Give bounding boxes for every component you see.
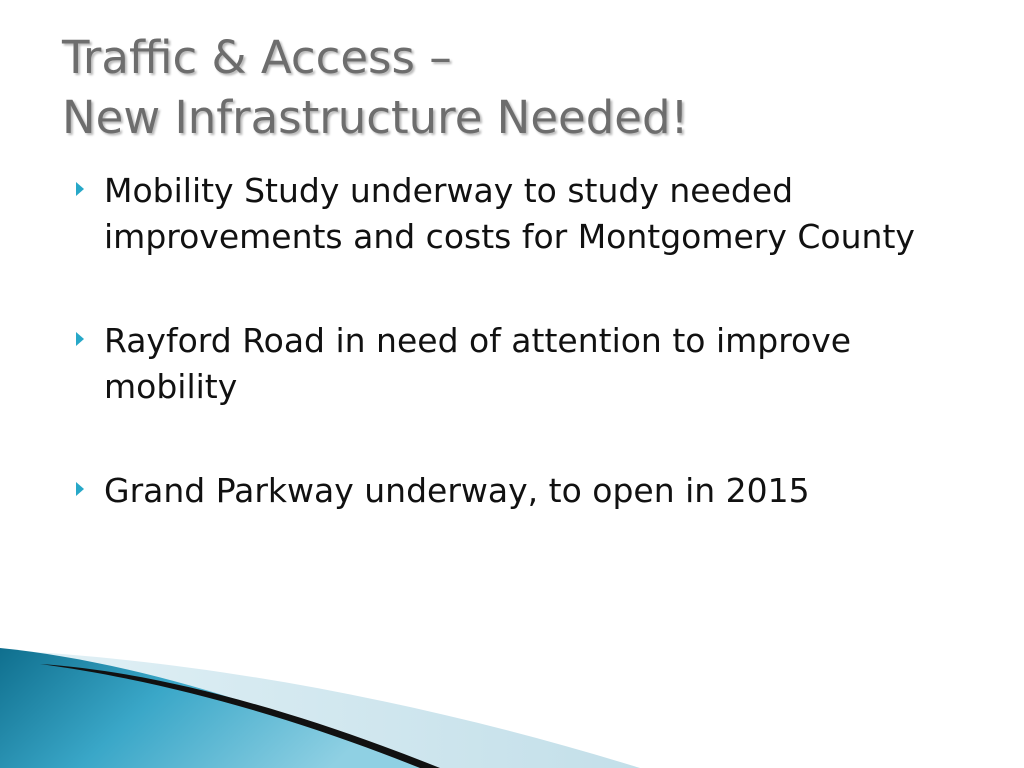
triangle-right-icon	[76, 332, 84, 346]
bullet-text: Grand Parkway underway, to open in 2015	[104, 471, 810, 510]
slide-title	[62, 28, 689, 148]
bullet-text: Rayford Road in need of attention to improve mobility	[104, 321, 852, 406]
slide-title-line-2: New Infrastructure Needed!	[62, 91, 689, 144]
wave-teal-band	[0, 648, 420, 768]
triangle-right-icon	[76, 482, 84, 496]
bullet-list	[72, 168, 972, 514]
bullet-item-mobility-study	[72, 168, 972, 260]
wave-light-band	[0, 650, 640, 768]
triangle-right-icon	[76, 182, 84, 196]
wave-dark-stroke	[40, 664, 440, 768]
slide-title-line-1: Traffic & Access –	[62, 31, 452, 84]
bullet-text: Mobility Study underway to study needed improvements and costs for Montgomery County	[104, 171, 915, 256]
bullet-item-grand-parkway	[72, 468, 972, 514]
bullet-item-rayford-road	[72, 318, 972, 410]
